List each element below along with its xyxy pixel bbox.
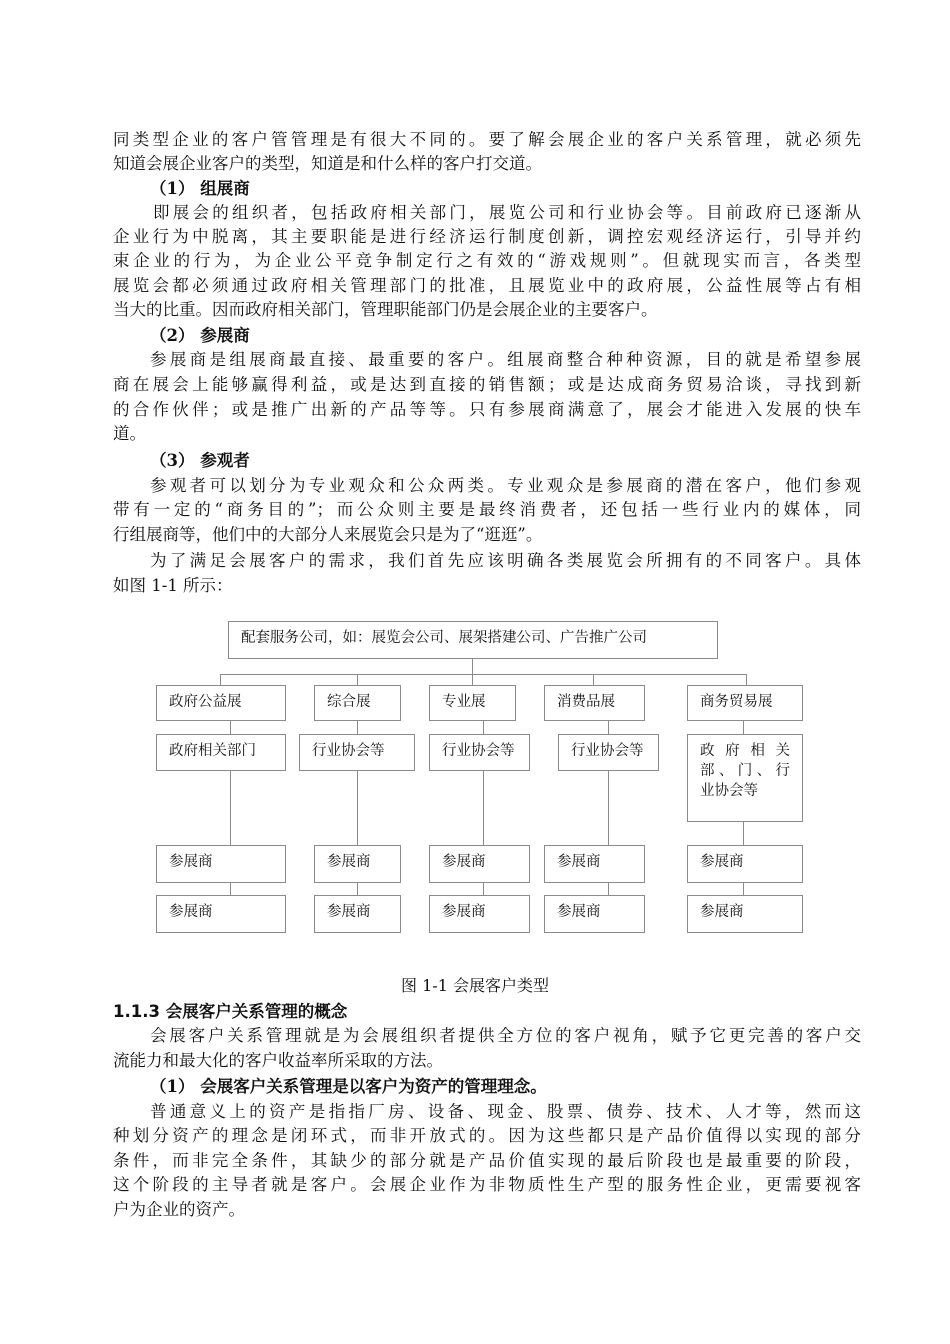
paragraph-line: 展览会都必须通过政府相关管理部门的批准，且展览业中的政府展，公益性展等占有相 [113,276,861,295]
paragraph-line: 会展客户关系管理就是为会展组织者提供全方位的客户视角，赋予它更完善的客户交 [150,1026,861,1045]
exhibitor-box: 参展商 [314,895,401,933]
organizer-box-line: 部、门、行 [700,763,790,779]
exhibitor-box: 参展商 [429,845,530,883]
exhibitor-box: 参展商 [156,845,286,883]
connector-line [220,674,746,675]
paragraph-line: 种划分资产的理念是闭环式，而非开放式的。因为这些都只是产品价值得以实现的部分 [113,1126,861,1145]
organizer-box [687,734,803,822]
paragraph-line: 这个阶段的主导者就是客户。会展企业作为非物质性生产型的服务性企业，更需要视客 [113,1175,861,1194]
exhibitor-box: 参展商 [429,895,530,933]
paragraph-line: 行组展商等，他们中的大部分人来展览会只是为了“逛逛”。 [113,525,543,544]
paragraph-line: 户为企业的资产。 [113,1200,245,1219]
paragraph-line: 如图 1-1 所示： [113,576,233,595]
exhibitor-box: 参展商 [544,895,645,933]
organizer-box: 行业协会等 [429,734,530,771]
section-heading-exhibitor: （2） 参展商 [150,326,250,345]
exhibition-type-box: 消费品展 [544,685,645,721]
paragraph-line: 带有一定的“商务目的”；而公众则主要是最终消费者，还包括一些行业内的媒体，同 [113,500,861,519]
subsection-heading: （1） 会展客户关系管理是以客户为资产的管理理念。 [150,1077,547,1096]
paragraph-line: 的合作伙伴；或是推广出新的产品等等。只有参展商满意了，展会才能进入发展的快车 [113,400,861,419]
paragraph-line: 参观者可以划分为专业观众和公众两类。专业观众是参展商的潜在客户，他们参观 [150,476,861,495]
exhibitor-box: 参展商 [687,895,803,933]
organizer-box-line: 政 府 相 关 [700,743,790,759]
exhibitor-box: 参展商 [156,895,286,933]
paragraph-line: 当大的比重。因而政府相关部门，管理职能部门仍是会展企业的主要客户。 [113,300,658,319]
paragraph-line: 条件，而非完全条件，其缺少的部分就是产品价值实现的最后阶段也是最重要的阶段， [113,1151,861,1170]
section-heading: 1.1.3 会展客户关系管理的概念 [113,1002,348,1021]
section-heading-organizer: （1） 组展商 [150,179,250,198]
exhibition-type-box: 政府公益展 [156,685,286,721]
exhibition-type-box: 商务贸易展 [687,685,803,721]
organizer-box: 行业协会等 [299,734,415,771]
organizer-box: 行业协会等 [558,734,659,771]
support-company-box: 配套服务公司，如：展览会公司、展架搭建公司、广告推广公司 [228,621,718,659]
paragraph-line: 普通意义上的资产是指指厂房、设备、现金、股票、债券、技术、人才等，然而这 [150,1102,861,1121]
exhibitor-box: 参展商 [687,845,803,883]
exhibition-type-box: 综合展 [314,685,401,721]
paragraph-line: 商在展会上能够赢得利益，或是达到直接的销售额；或是达成商务贸易洽谈，寻找到新 [113,375,861,394]
connector-line [472,658,473,674]
paragraph-line: 束企业的行为，为企业公平竞争制定行之有效的“游戏规则”。但就现实而言，各类型 [113,251,861,270]
paragraph-line: 道。 [113,424,146,443]
exhibitor-box: 参展商 [544,845,645,883]
exhibition-type-box: 专业展 [429,685,516,721]
intro-line: 同类型企业的客户管管理是有很大不同的。要了解会展企业的客户关系管理，就必须先 [113,130,861,149]
paragraph-line: 流能力和最大化的客户收益率所采取的方法。 [113,1051,443,1070]
paragraph-line: 为了满足会展客户的需求，我们首先应该明确各类展览会所拥有的不同客户。具体 [150,551,861,570]
paragraph-line: 企业行为中脱离，其主要职能是进行经济运行制度创新，调控宏观经济运行，引导并约 [113,227,861,246]
figure-caption: 图 1-1 会展客户类型 [401,976,549,995]
paragraph-line: 即展会的组织者，包括政府相关部门，展览公司和行业协会等。目前政府已逐渐从 [153,203,861,222]
section-heading-visitor: （3） 参观者 [150,451,250,470]
organizer-box: 政府相关部门 [156,734,286,771]
paragraph-line: 参展商是组展商最直接、最重要的客户。组展商整合种种资源，目的就是希望参展 [150,350,861,369]
organizer-box-line: 业协会等 [700,783,758,799]
intro-line: 知道会展企业客户的类型，知道是和什么样的客户打交道。 [113,154,542,173]
exhibitor-box: 参展商 [314,845,401,883]
